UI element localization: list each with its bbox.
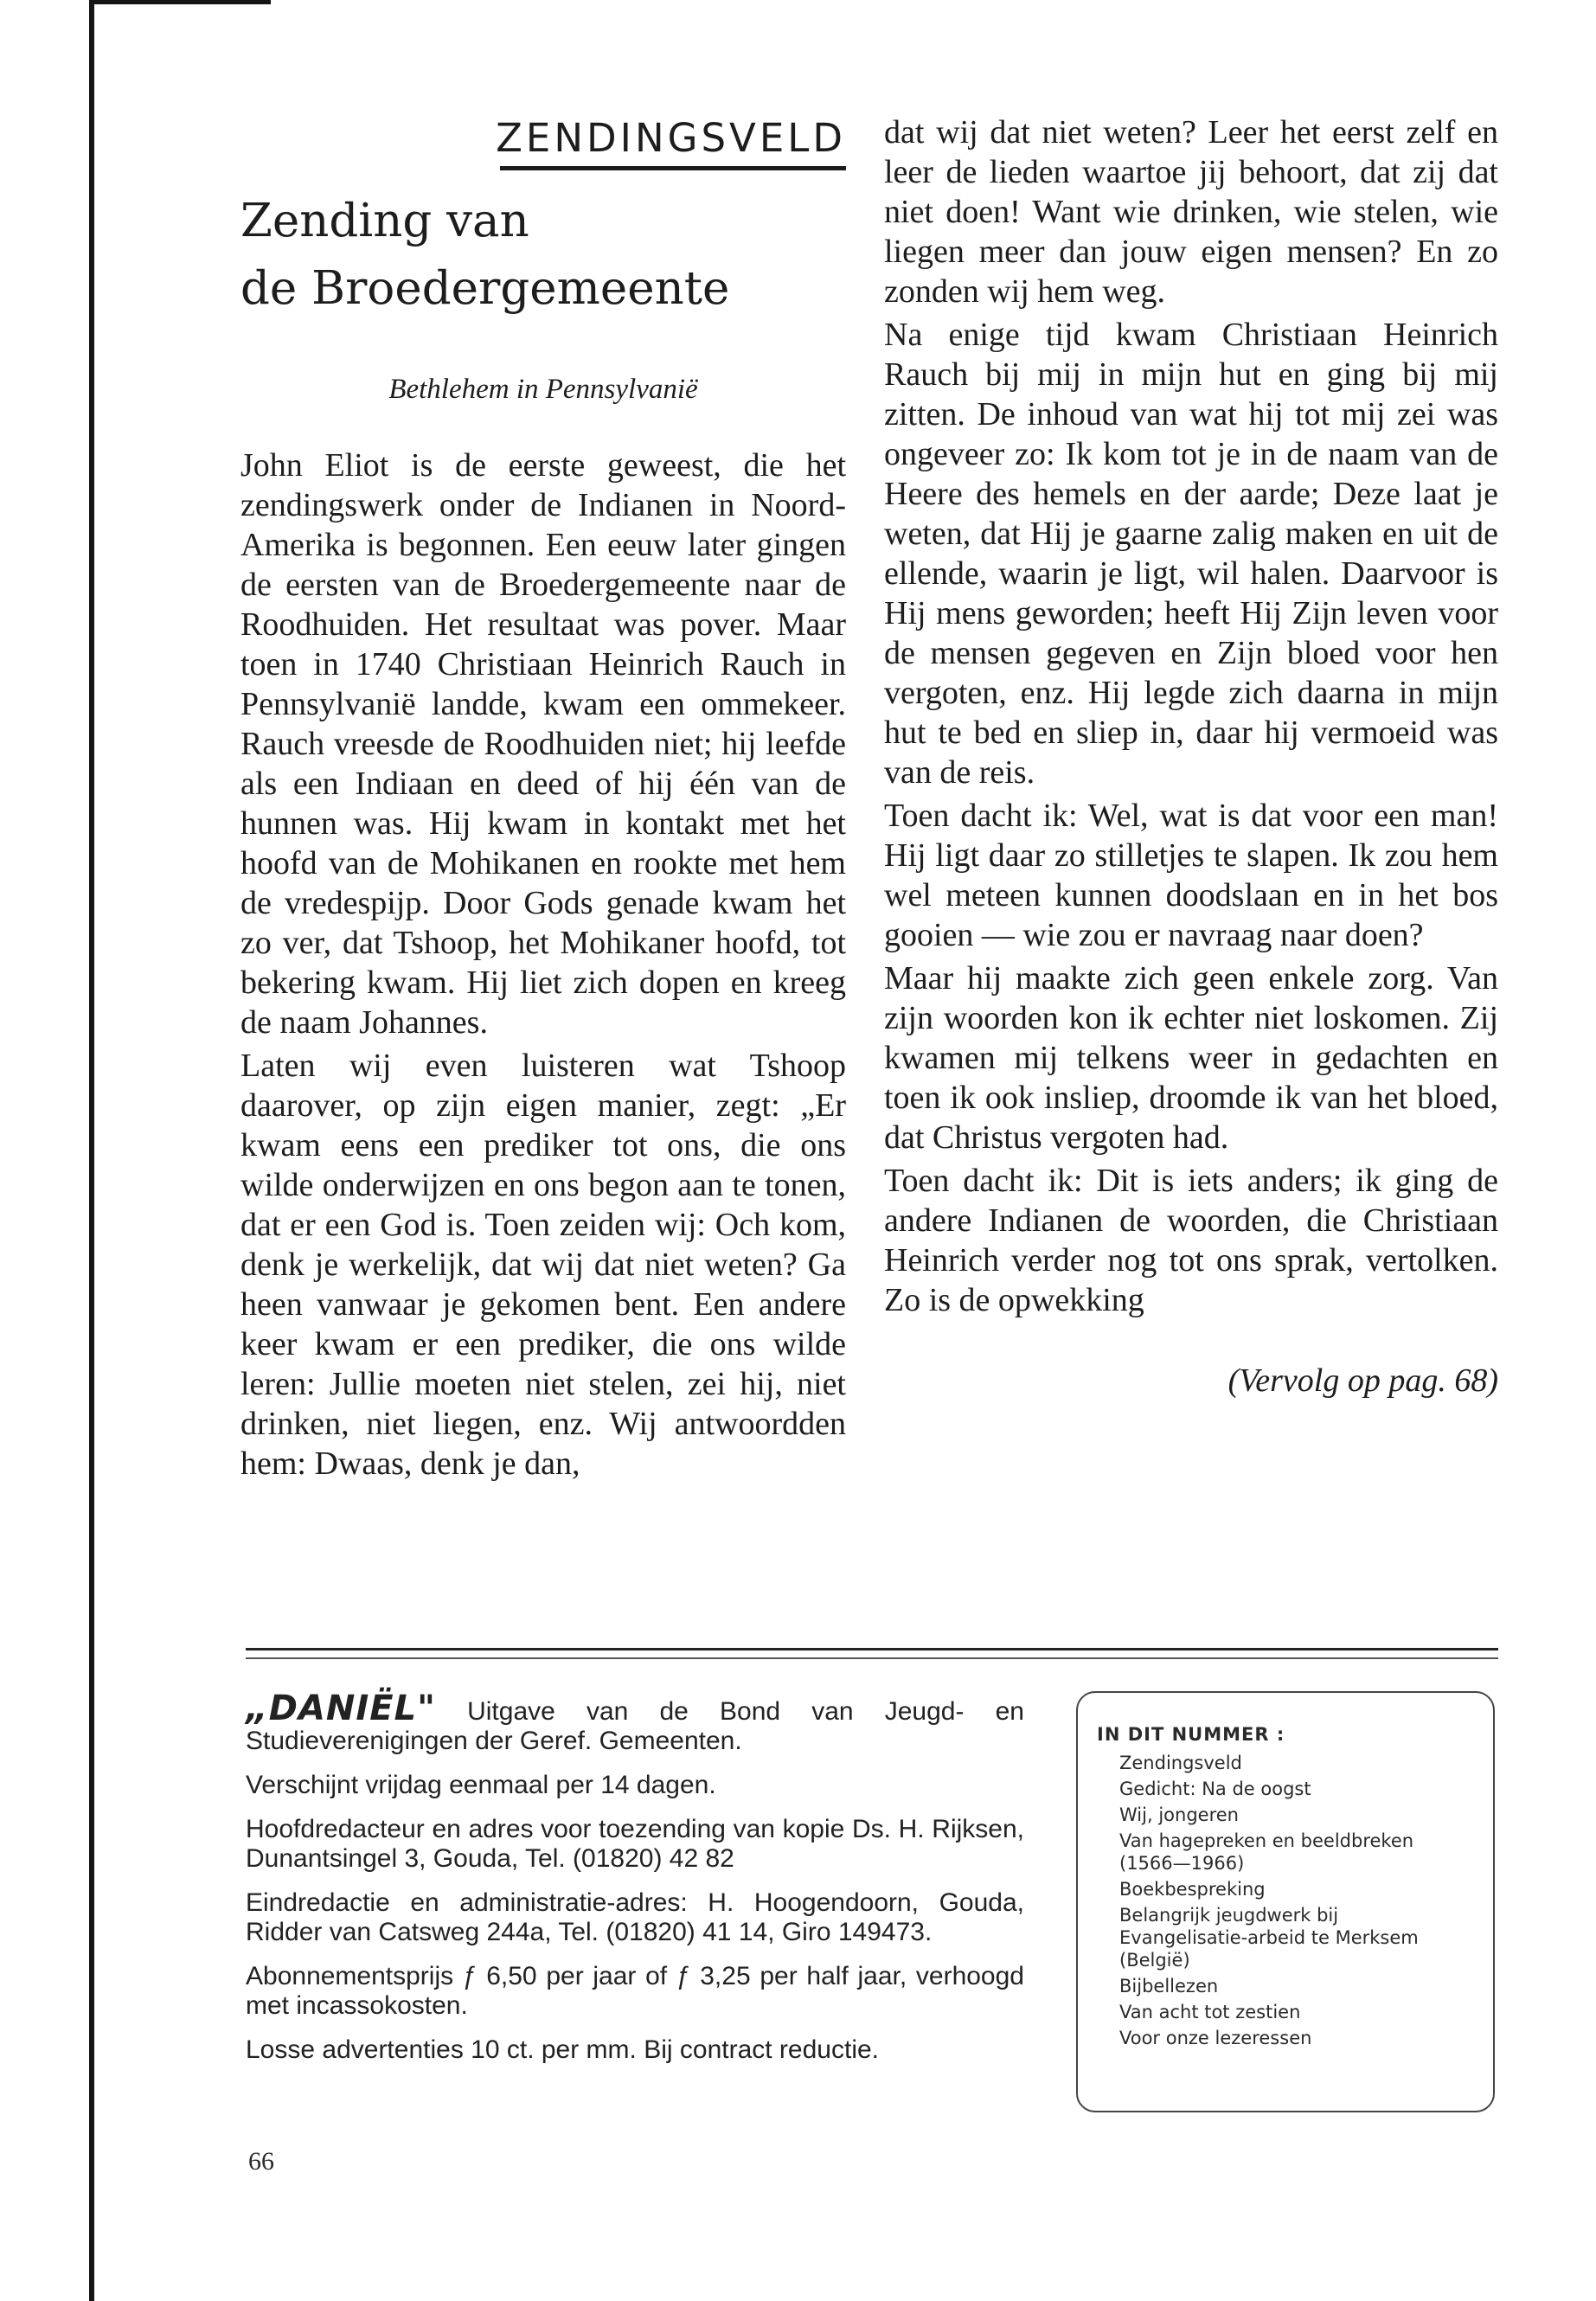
- contents-item: Van hagepreken en beeldbreken (1566—1966): [1119, 1830, 1414, 1874]
- scan-edge: [89, 0, 94, 2301]
- title-line-2: de Broedergemeente: [240, 262, 730, 315]
- contents-item: Bijbellezen: [1119, 1976, 1219, 1997]
- article-subtitle: Bethlehem in Pennsylvanië: [388, 374, 698, 405]
- article-title: [240, 188, 846, 323]
- paragraph: Toen dacht ik: Dit is iets anders; ik ging de andere Indianen de woorden, die Christiaan Heinrich verder nog tot ons sprak, vertolken. Zo is de opwekking: [884, 1163, 1498, 1318]
- contents-item: Belangrijk jeugdwerk bij Evangelisatie-arbeid te Merksem (België): [1119, 1905, 1419, 1971]
- right-column: [884, 112, 1498, 1400]
- magazine-brand: „DANIËL": [246, 1689, 436, 1728]
- section-label: ZENDINGSVELD: [496, 115, 846, 161]
- colophon-ads: Losse advertenties 10 ct. per mm. Bij contract reductie.: [246, 2035, 879, 2064]
- continued-note: (Vervolg op pag. 68): [1227, 1362, 1498, 1399]
- contents-item: Van acht tot zestien: [1119, 2002, 1301, 2022]
- publisher-text: Uitgave van de Bond van Jeugd- en Studieverenigingen der Geref. Gemeenten.: [246, 1697, 1024, 1755]
- section-rule: [500, 166, 846, 170]
- colophon-subscription: Abonnementsprijs ƒ 6,50 per jaar of ƒ 3,25 per half jaar, verhoogd met incassokosten.: [246, 1962, 1024, 2020]
- article-body-left: [240, 445, 846, 1484]
- colophon-editor: Hoofdredacteur en adres voor toezending van kopie Ds. H. Rijksen, Dunantsingel 3, Gouda, Tel. (01820) 42 82: [246, 1815, 1024, 1873]
- paragraph: Na enige tijd kwam Christiaan Heinrich Rauch bij mij in mijn hut en ging bij mij zitten. De inhoud van wat hij tot mij zei was ongeveer zo: Ik kom tot je in de naam van de Heere des hemels en der aarde; Deze laat je weten, dat Hij je gaarne zalig maken en uit de ellende, waarin je ligt, wil halen. Daarvoor is Hij mens geworden; heeft Hij Zijn leven voor de mensen gegeven en Zijn bloed voor hen vergoten, enz. Hij legde zich daarna in mijn hut te bed en sliep in, daar hij vermoeid was van de reis.: [884, 317, 1498, 791]
- paragraph: John Eliot is de eerste geweest, die het zendingswerk onder de Indianen in Noord-Amerika is begonnen. Een eeuw later gingen de eersten van de Broedergemeente naar de Roodhuiden. Het resultaat was pover. Maar toen in 1740 Christiaan Heinrich Rauch in Pennsylvanië landde, kwam een ommekeer. Rauch vreesde de Roodhuiden niet; hij leefde als een Indiaan en deed of hij één van de hunnen was. Hij kwam in kontakt met het hoofd van de Mohikanen en rookte met hem de vredespijp. Door Gods genade kwam het zo ver, dat Tshoop, het Mohikaner hoofd, tot bekering kwam. Hij liet zich dopen en kreeg de naam Johannes.: [240, 447, 846, 1041]
- contents-box: [1076, 1691, 1495, 2112]
- paragraph: Toen dacht ik: Wel, wat is dat voor een man! Hij ligt daar zo stilletjes te slapen. Ik zou hem wel meteen kunnen doodslaan en in het bos gooien — wie zou er navraag naar doen?: [884, 798, 1498, 953]
- contents-item: Boekbespreking: [1119, 1879, 1266, 1900]
- colophon-administration: Eindredactie en administratie-adres: H. Hoogendoorn, Gouda, Ridder van Catsweg 244a, Tel. (01820) 41 14, Giro 149473.: [246, 1888, 1024, 1946]
- contents-item: Gedicht: Na de oogst: [1119, 1779, 1311, 1799]
- footer-divider: [246, 1648, 1498, 1659]
- colophon: [246, 1689, 1024, 2080]
- title-line-1: Zending van: [240, 195, 529, 247]
- colophon-frequency: Verschijnt vrijdag eenmaal per 14 dagen.: [246, 1771, 716, 1799]
- left-column: [240, 112, 846, 1484]
- contents-item: Zendingsveld: [1119, 1753, 1242, 1773]
- contents-item: Voor onze lezeressen: [1119, 2028, 1312, 2048]
- paragraph: Maar hij maakte zich geen enkele zorg. Van zijn woorden kon ik echter niet loskomen. Zij kwamen mij telkens weer in gedachten en toen ik ook insliep, droomde ik van het bloed, dat Christus vergoten had.: [884, 960, 1498, 1156]
- contents-title: IN DIT NUMMER :: [1097, 1724, 1285, 1745]
- contents-item: Wij, jongeren: [1119, 1804, 1239, 1825]
- paragraph: dat wij dat niet weten? Leer het eerst zelf en leer de lieden waartoe jij behoort, dat zij dat niet doen! Want wie drinken, wie stelen, wie liegen meer dan jouw eigen mensen? En zo zonden wij hem weg.: [884, 114, 1498, 310]
- page-number: 66: [248, 2147, 274, 2176]
- colophon-publisher: [246, 1689, 1024, 1756]
- paragraph: Laten wij even luisteren wat Tshoop daarover, op zijn eigen manier, zegt: „Er kwam eens een prediker tot ons, die ons wilde onderwijzen en ons begon aan te tonen, dat er een God is. Toen zeiden wij: Och kom, denk je werkelijk, dat wij dat niet weten? Ga heen vanwaar je gekomen bent. Een andere keer kwam er een prediker, die ons wilde leren: Jullie moeten niet stelen, zei hij, niet drinken, niet liegen, enz. Wij antwoordden hem: Dwaas, denk je dan,: [240, 1048, 846, 1482]
- scan-edge-top: [89, 0, 271, 4]
